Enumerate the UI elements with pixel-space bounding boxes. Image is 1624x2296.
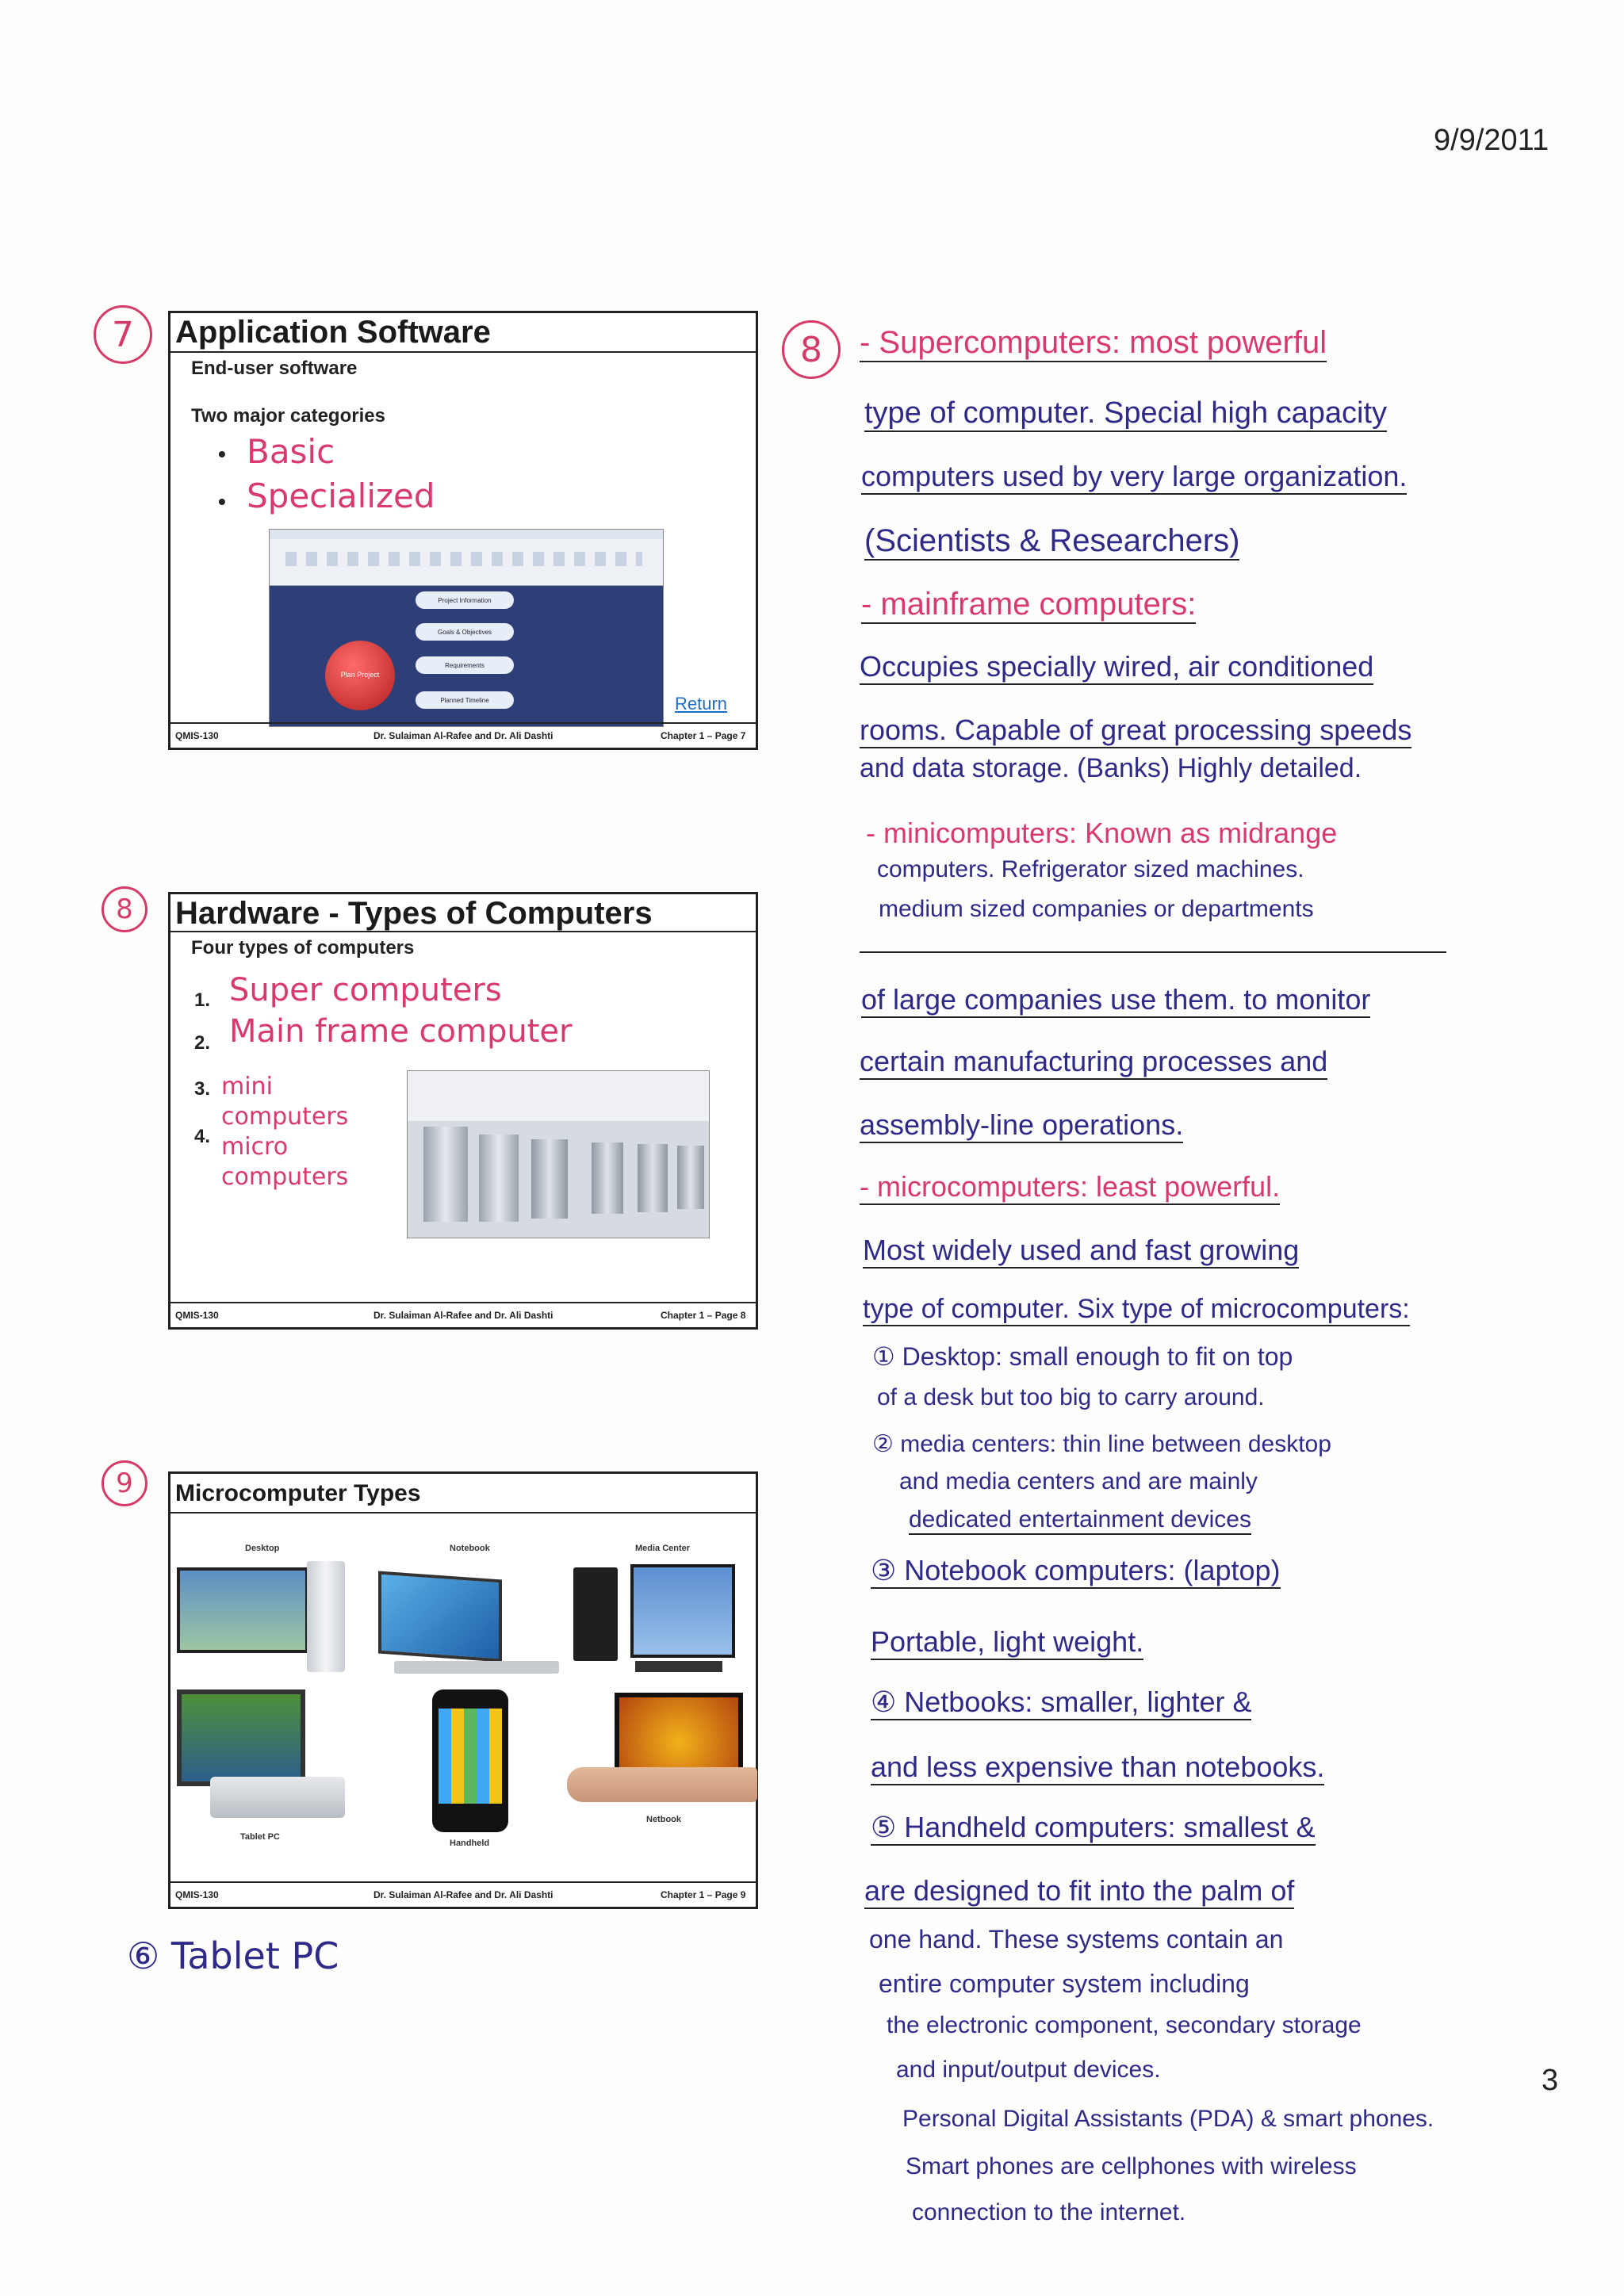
annotation-super-computers: Super computers [229,972,502,1008]
slide-title-rule [170,1512,756,1513]
note-line: the electronic component, secondary storage [887,2012,1362,2038]
server-rack [677,1146,704,1209]
slide-8-marker: 8 [102,886,147,932]
notes-marker: 8 [782,320,841,379]
slide-7-marker: 7 [94,305,152,364]
note-line: Occupies specially wired, air conditioned [860,650,1373,685]
note-line: ① Desktop: small enough to fit on top [872,1342,1293,1371]
note-line: rooms. Capable of great processing speeds [860,714,1411,748]
note-line: one hand. These systems contain an [869,1925,1284,1954]
note-line: connection to the internet. [912,2199,1186,2225]
slide-footer [170,722,756,748]
device-label-tablet-pc: Tablet PC [240,1832,280,1842]
note-line: and input/output devices. [896,2057,1161,2083]
slide-microcomputer-types [168,1471,758,1909]
footer-page: Chapter 1 – Page 9 [661,1889,746,1900]
list-number: 1. [194,989,211,1011]
footer-authors: Dr. Sulaiman Al-Rafee and Dr. Ali Dashti [373,1310,553,1321]
note-line: entire computer system including [879,1969,1250,1998]
note-line: Most widely used and fast growing [863,1234,1299,1269]
bullet-dot: • [218,489,226,514]
supercomputer-photo [407,1070,710,1238]
note-line: - microcomputers: least powerful. [860,1170,1280,1205]
device-label-desktop: Desktop [245,1544,280,1553]
central-node [325,641,395,710]
note-line: certain manufacturing processes and [860,1045,1327,1080]
slide-title: Microcomputer Types [175,1480,421,1506]
page-date: 9/9/2011 [1434,124,1549,157]
handheld-screen [439,1709,502,1804]
slide-title: Application Software [175,315,491,350]
server-rack [423,1127,468,1222]
note-line: dedicated entertainment devices [909,1506,1251,1535]
bullet-dot: • [218,442,226,466]
topic-node: Planned Timeline [416,691,514,709]
note-line: ③ Notebook computers: (laptop) [871,1554,1281,1589]
title-bar [270,530,663,539]
slide-title-rule [170,931,756,932]
annotation-micro-computers: micro computers [221,1133,349,1191]
tablet-pc-image [177,1689,305,1786]
device-label-handheld: Handheld [450,1839,490,1848]
annotation-mini-computers: mini computers [221,1073,349,1131]
slide-title: Hardware - Types of Computers [175,896,653,931]
slide-footer [170,1302,756,1327]
netbook-hand [567,1767,757,1802]
desktop-image [177,1567,308,1653]
note-line: - minicomputers: Known as midrange [866,817,1338,849]
return-link[interactable]: Return [675,694,728,714]
slide-heading: Four types of computers [191,937,415,959]
slide-subtitle: End-user software [191,358,358,379]
server-rack [479,1135,519,1222]
slide-title-rule [170,351,756,353]
slide-heading: Two major categories [191,405,385,427]
note-line: of large companies use them. to monitor [861,983,1370,1018]
device-label-media-center: Media Center [635,1544,691,1553]
note-line: type of computer. Six type of microcomputers: [863,1294,1410,1326]
list-number: 2. [194,1032,211,1054]
note-line: Smart phones are cellphones with wireless [906,2153,1357,2179]
footer-course: QMIS-130 [175,1889,219,1900]
tablet-pc-note: ⑥ Tablet PC [127,1934,339,1977]
footer-course: QMIS-130 [175,730,219,741]
ribbon-toolbar [270,530,663,586]
handheld-image [432,1689,508,1832]
annotation-mainframe: Main frame computer [229,1013,573,1050]
topic-node: Project Information [416,591,514,609]
note-line: ② media centers: thin line between desktop [872,1431,1331,1457]
desktop-tower [307,1561,345,1672]
note-line: computers. Refrigerator sized machines. [877,856,1304,882]
note-line: medium sized companies or departments [879,896,1314,922]
note-line: and data storage. (Banks) Highly detailed. [860,753,1362,783]
ruled-line [860,951,1446,953]
device-label-netbook: Netbook [646,1815,681,1824]
footer-page: Chapter 1 – Page 7 [661,730,746,741]
slide-footer [170,1881,756,1907]
note-line: and less expensive than notebooks. [871,1751,1324,1785]
footer-course: QMIS-130 [175,1310,219,1321]
note-line: - mainframe computers: [861,587,1196,624]
topic-node: Goals & Objectives [416,623,514,641]
page-number: 3 [1542,2064,1559,2097]
note-line: - Supercomputers: most powerful [860,325,1327,362]
note-line: type of computer. Special high capacity [864,396,1387,432]
slide-application-software [168,311,758,750]
note-line: of a desk but too big to carry around. [877,1384,1265,1410]
notebook-base [394,1661,559,1674]
note-line: assembly-line operations. [860,1108,1183,1143]
list-number: 3. [194,1078,211,1100]
media-center-monitor [630,1564,735,1658]
server-rack [638,1144,668,1212]
list-number: 4. [194,1126,211,1147]
topic-node: Requirements [416,656,514,674]
note-line: Portable, light weight. [871,1625,1143,1660]
slide-9-marker: 9 [102,1460,147,1506]
tablet-pc-stand [210,1777,345,1818]
slide-hardware-types [168,892,758,1330]
project-software-screenshot [269,529,664,727]
footer-authors: Dr. Sulaiman Al-Rafee and Dr. Ali Dashti [373,1889,553,1900]
device-label-notebook: Notebook [450,1544,490,1553]
media-center-tower [573,1567,618,1661]
server-rack [592,1142,623,1214]
ribbon-icons [285,552,642,566]
media-center-keyboard [635,1661,722,1672]
server-rack [531,1139,568,1219]
annotation-basic: Basic [247,432,335,471]
footer-authors: Dr. Sulaiman Al-Rafee and Dr. Ali Dashti [373,730,553,741]
note-line: ④ Netbooks: smaller, lighter & [871,1686,1251,1720]
footer-page: Chapter 1 – Page 8 [661,1310,746,1321]
note-line: Personal Digital Assistants (PDA) & smart phones. [902,2106,1434,2132]
note-line: ⑤ Handheld computers: smallest & [871,1811,1316,1846]
annotation-specialized: Specialized [247,476,435,515]
netbook-screen [615,1693,743,1777]
central-node-label: Plan Project [340,671,380,679]
note-line: computers used by very large organization. [861,460,1407,495]
notebook-screen [378,1571,502,1663]
note-line: (Scientists & Researchers) [864,523,1239,561]
note-line: and media centers and are mainly [899,1468,1258,1494]
note-line: are designed to fit into the palm of [864,1874,1294,1909]
